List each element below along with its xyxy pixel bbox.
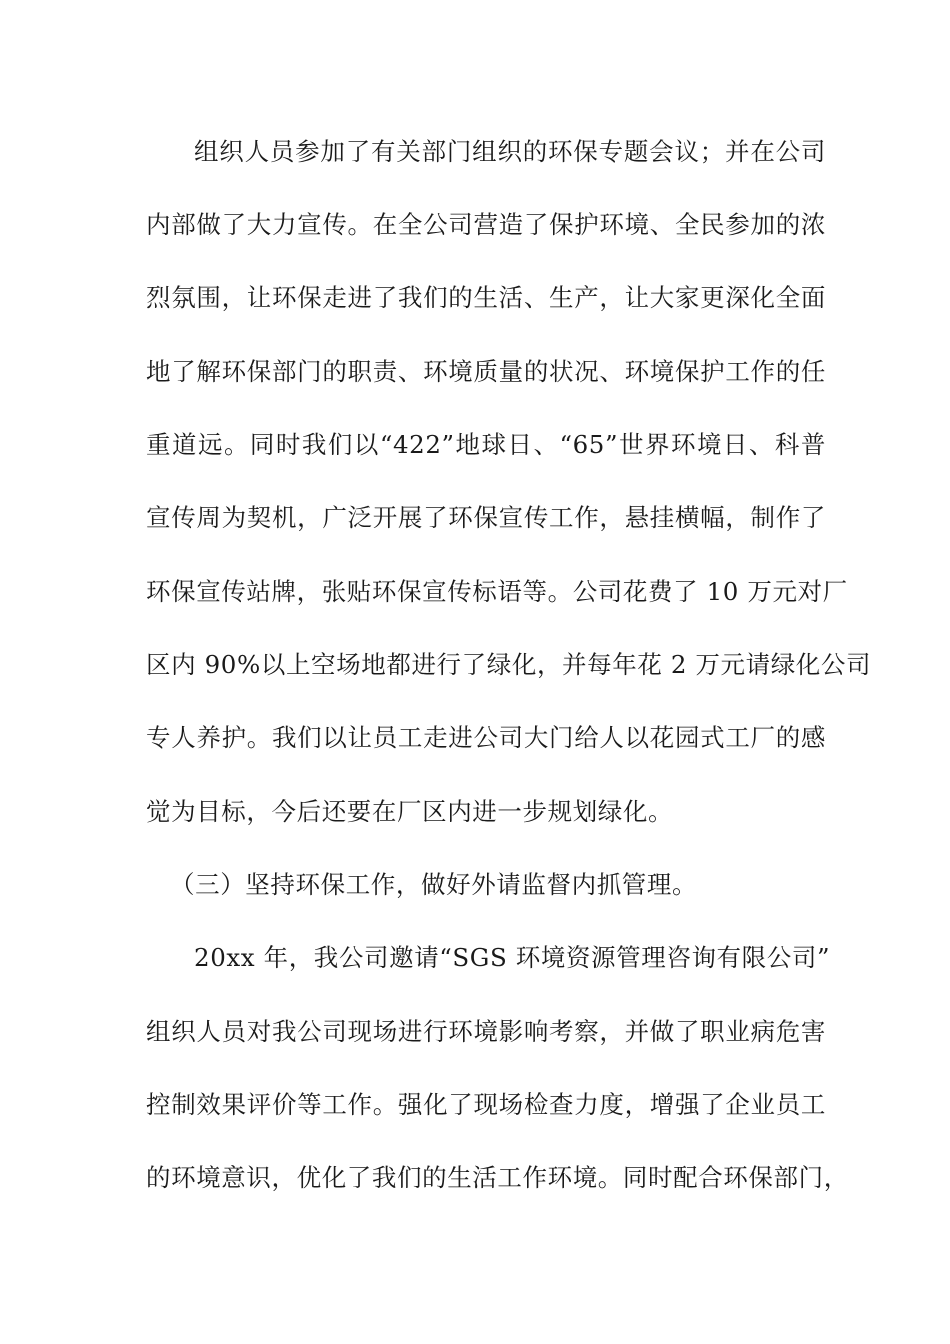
paragraph-line-13: 组织人员对我公司现场进行环境影响考察，并做了职业病危害 (146, 1017, 826, 1046)
paragraph-line-14: 控制效果评价等工作。强化了现场检查力度，增强了企业员工 (146, 1090, 826, 1119)
paragraph-line-4: 地了解环保部门的职责、环境质量的状况、环境保护工作的任 (146, 357, 826, 386)
paragraph-line-7: 环保宣传站牌，张贴环保宣传标语等。公司花费了 10 万元对厂 (146, 577, 848, 606)
paragraph-line-10: 觉为目标，今后还要在厂区内进一步规划绿化。 (146, 797, 674, 826)
paragraph-line-1: 组织人员参加了有关部门组织的环保专题会议；并在公司 (194, 137, 826, 166)
paragraph-line-9: 专人养护。我们以让员工走进公司大门给人以花园式工厂的感 (146, 723, 826, 752)
paragraph-line-15: 的环境意识，优化了我们的生活工作环境。同时配合环保部门， (146, 1163, 849, 1192)
section-heading: （三）坚持环保工作，做好外请监督内抓管理。 (170, 870, 698, 899)
paragraph-line-2: 内部做了大力宣传。在全公司营造了保护环境、全民参加的浓 (146, 210, 826, 239)
paragraph-line-3: 烈氛围，让环保走进了我们的生活、生产，让大家更深化全面 (146, 283, 826, 312)
paragraph-line-5: 重道远。同时我们以“422”地球日、“65”世界环境日、科普 (146, 430, 826, 459)
paragraph-line-12: 20xx 年，我公司邀请“SGS 环境资源管理咨询有限公司” (194, 943, 831, 972)
paragraph-line-8: 区内 90%以上空场地都进行了绿化，并每年花 2 万元请绿化公司 (146, 650, 872, 679)
paragraph-line-6: 宣传周为契机，广泛开展了环保宣传工作，悬挂横幅，制作了 (146, 503, 826, 532)
